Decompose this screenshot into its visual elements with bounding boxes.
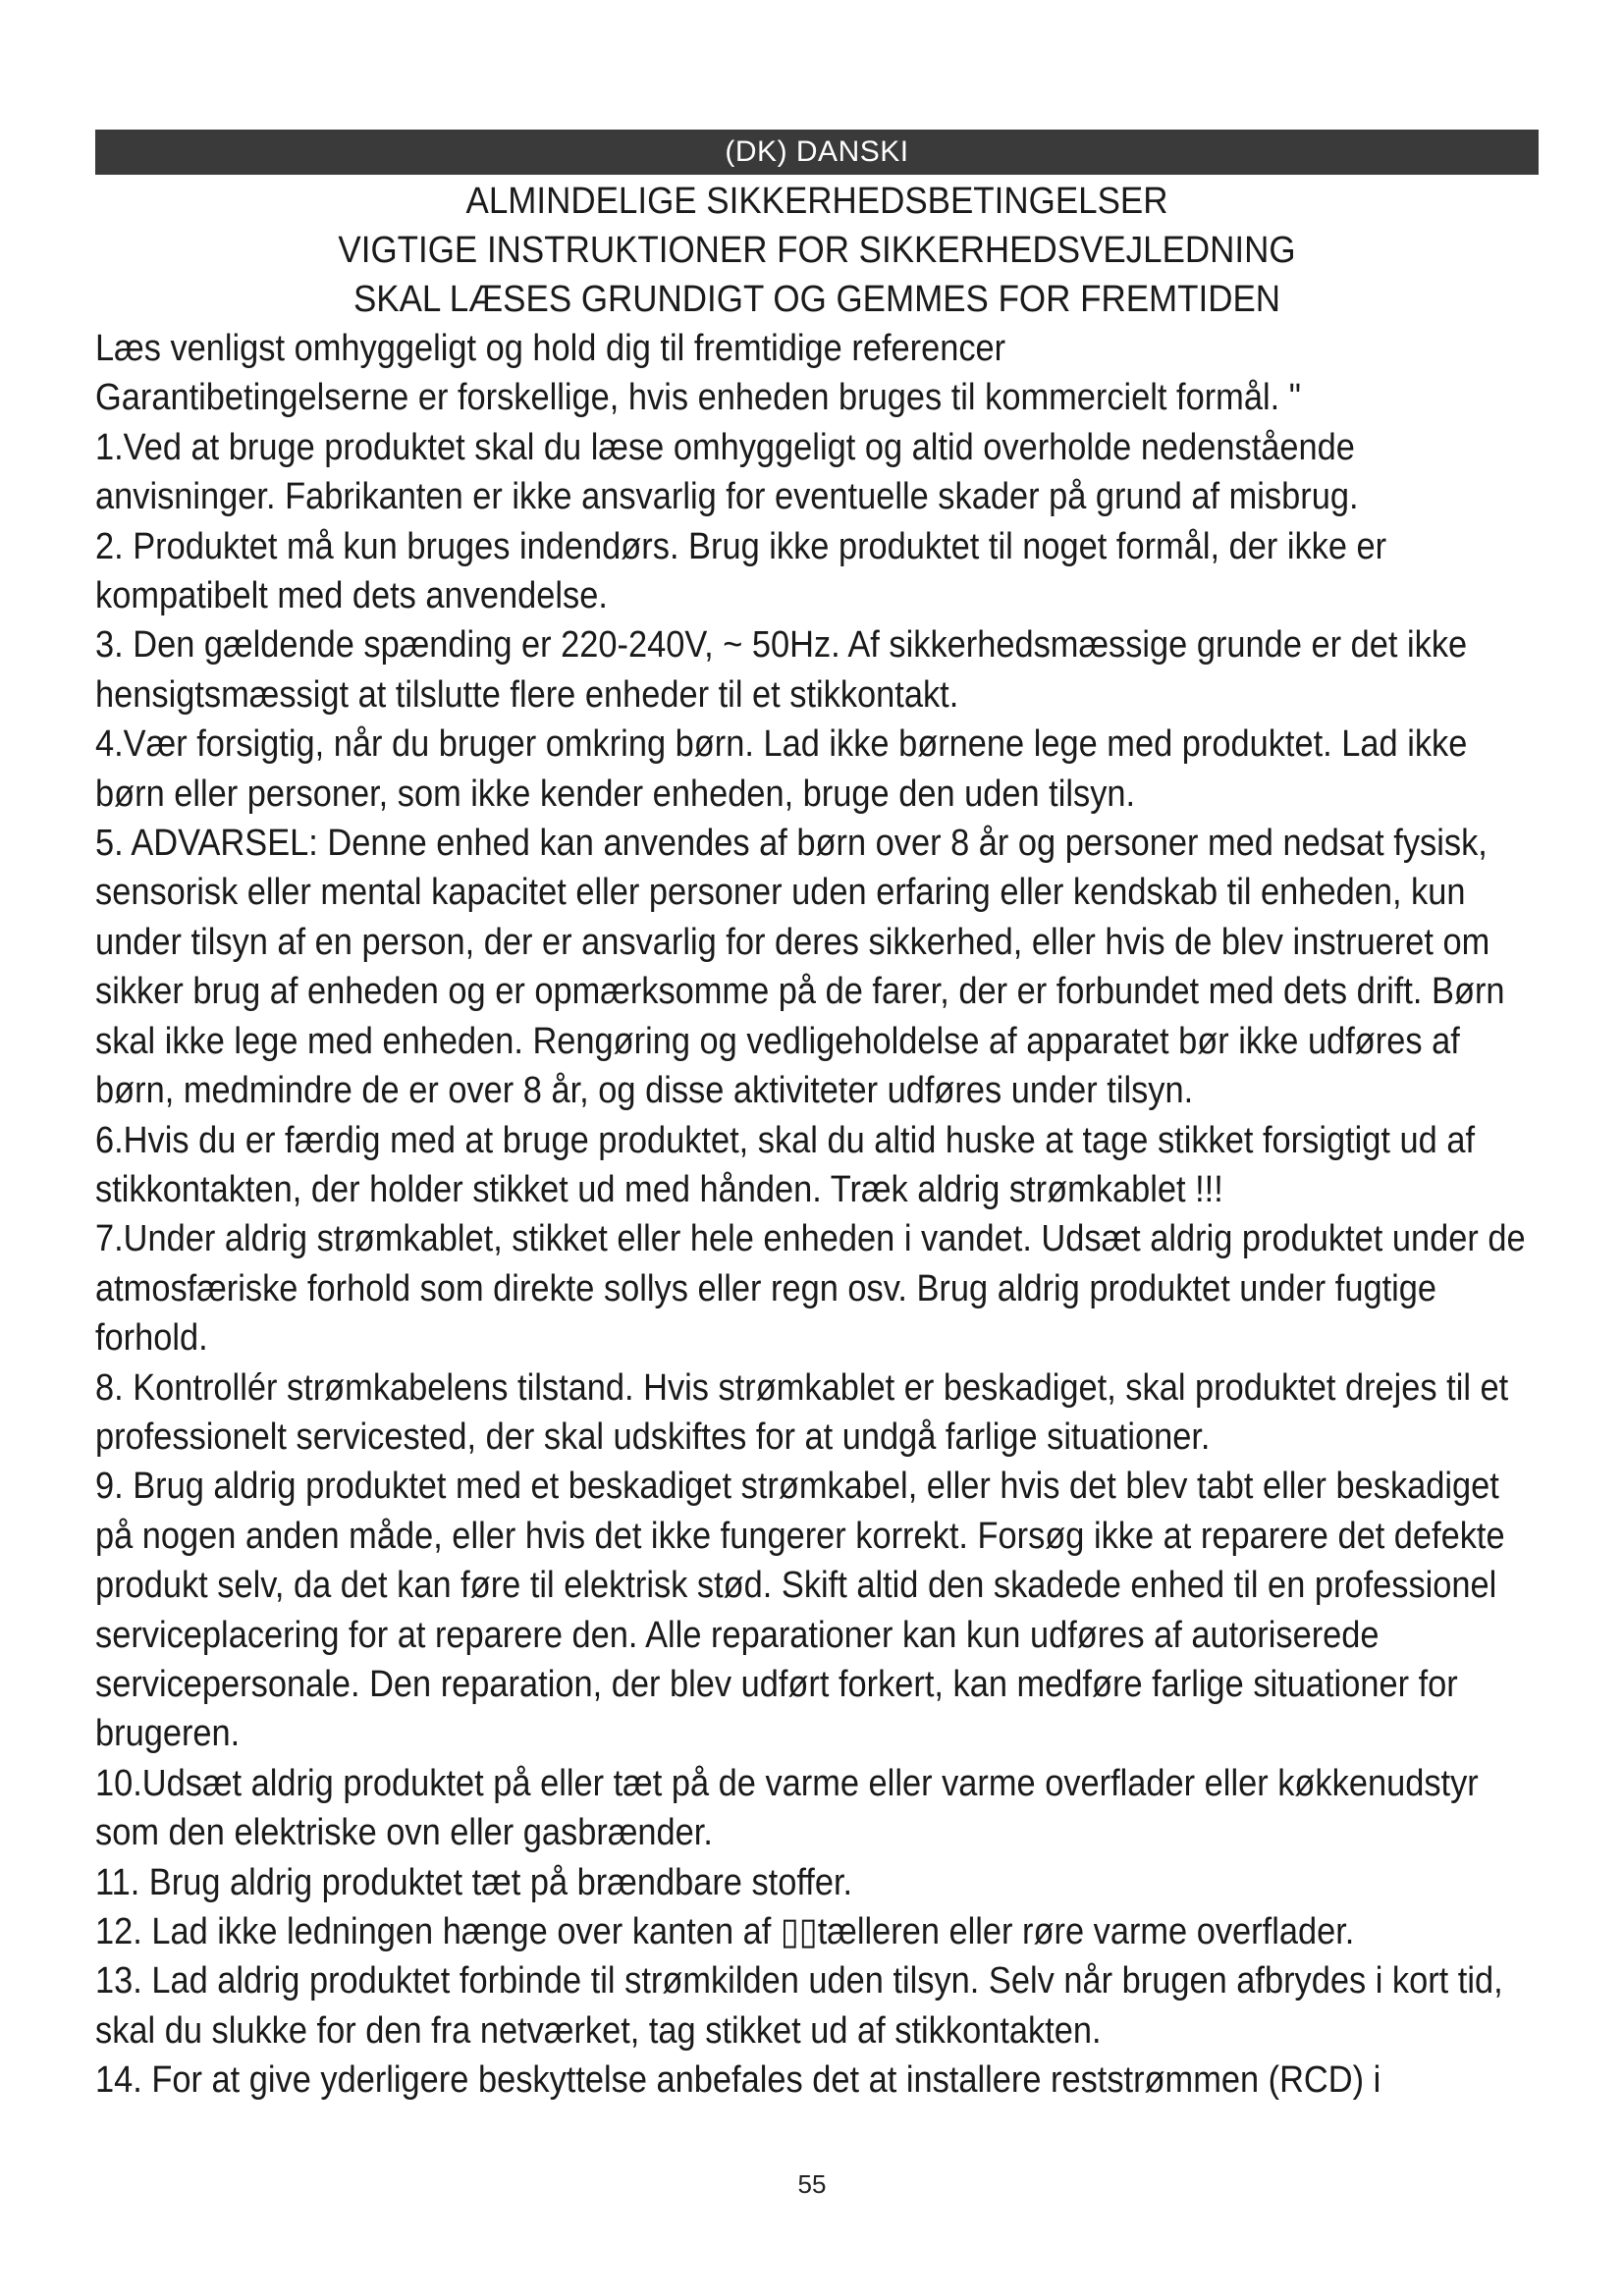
safety-item-3: 3. Den gældende spænding er 220-240V, ~ 50Hz. Af sikkerhedsmæssige grunde er det ikke hensigtsmæssigt at tilslutte flere enheder til et stikkontakt. xyxy=(95,624,1468,716)
safety-item-4: 4.Vær forsigtig, når du bruger omkring børn. Lad ikke børnene lege med produktet. Lad ikke børn eller personer, som ikke kender enheden, bruge den uden tilsyn. xyxy=(95,723,1468,815)
safety-item-1: 1.Ved at bruge produktet skal du læse omhyggeligt og altid overholde nedenstående anvisninger. Fabrikanten er ikke ansvarlig for eventuelle skader på grund af misbrug. xyxy=(95,426,1359,518)
safety-item-8: 8. Kontrollér strømkabelens tilstand. Hvis strømkablet er beskadiget, skal produktet drejes til et professionelt servicested, der skal udskiftes for at undgå farlige situationer. xyxy=(95,1366,1509,1458)
safety-item-2: 2. Produktet må kun bruges indendørs. Brug ikke produktet til noget formål, der ikke er kompatibelt med dets anvendelse. xyxy=(95,525,1387,617)
language-label: (DK) DANSKI xyxy=(725,135,909,168)
safety-item-14: 14. For at give yderligere beskyttelse anbefales det at installere reststrømmen (RCD) i xyxy=(95,2059,1381,2102)
safety-item-10: 10.Udsæt aldrig produktet på eller tæt på de varme eller varme overflader eller køkkenudstyr som den elektriske ovn eller gasbrænder. xyxy=(95,1762,1479,1854)
manual-page xyxy=(95,130,1539,2106)
title-general-safety: ALMINDELIGE SIKKERHEDSBETINGELSER xyxy=(465,181,1168,222)
safety-item-9: 9. Brug aldrig produktet med et beskadiget strømkabel, eller hvis det blev tabt eller beskadiget på nogen anden måde, eller hvis det ikke fungerer korrekt. Forsøg ikke at reparere det defekte produkt selv, da det kan føre til elektrisk stød. Skift altid den skadede enhed til en professionel serviceplacering for at reparere den. Alle reparationer kan kun udføres af autoriserede servicepersonale. Den reparation, der blev udført forkert, kan medføre farlige situationer for brugeren. xyxy=(95,1466,1505,1755)
language-header-bar xyxy=(95,130,1539,175)
title-read-carefully: SKAL LÆSES GRUNDIGT OG GEMMES FOR FREMTIDEN xyxy=(352,279,1281,320)
title-block xyxy=(153,177,1481,324)
safety-item-13: 13. Lad aldrig produktet forbinde til strømkilden uden tilsyn. Selv når brugen afbrydes i kort tid, skal du slukke for den fra netværket, tag stikket ud af stikkontakten. xyxy=(95,1960,1503,2052)
safety-item-7: 7.Under aldrig strømkablet, stikket eller hele enheden i vandet. Udsæt aldrig produktet under de atmosfæriske forhold som direkte sollys eller regn osv. Brug aldrig produktet under fugtige forhold. xyxy=(95,1218,1526,1360)
safety-item-6: 6.Hvis du er færdig med at bruge produktet, skal du altid huske at tage stikket forsigtigt ud af stikkontakten, der holder stikket ud med hånden. Træk aldrig strømkablet !!! xyxy=(95,1119,1476,1210)
body-text xyxy=(95,324,1540,2106)
page-number: 55 xyxy=(797,2169,827,2199)
safety-item-5: 5. ADVARSEL: Denne enhed kan anvendes af børn over 8 år og personer med nedsat fysisk, sensorisk eller mental kapacitet eller personer uden erfaring eller kendskab til enheden, kun under tilsyn af en person, der er ansvarlig for deres sikkerhed, eller hvis de blev instrueret om sikker brug af enheden og er opmærksomme på de farer, der er forbundet med dets drift. Børn skal ikke lege med enheden. Rengøring og vedligeholdelse af apparatet bør ikke udføres af børn, medmindre de er over 8 år, og disse aktiviteter udføres under tilsyn. xyxy=(95,823,1505,1112)
intro-line: Læs venligst omhyggeligt og hold dig til fremtidige referencer xyxy=(95,328,1006,369)
intro-line: Garantibetingelserne er forskellige, hvis enheden bruges til kommercielt formål. " xyxy=(95,377,1301,419)
safety-item-12: 12. Lad ikke ledningen hænge over kanten af ▯▯tælleren eller røre varme overflader. xyxy=(95,1911,1355,1952)
title-important-instructions: VIGTIGE INSTRUKTIONER FOR SIKKERHEDSVEJLEDNING xyxy=(338,230,1296,271)
safety-item-11: 11. Brug aldrig produktet tæt på brændbare stoffer. xyxy=(95,1861,853,1903)
